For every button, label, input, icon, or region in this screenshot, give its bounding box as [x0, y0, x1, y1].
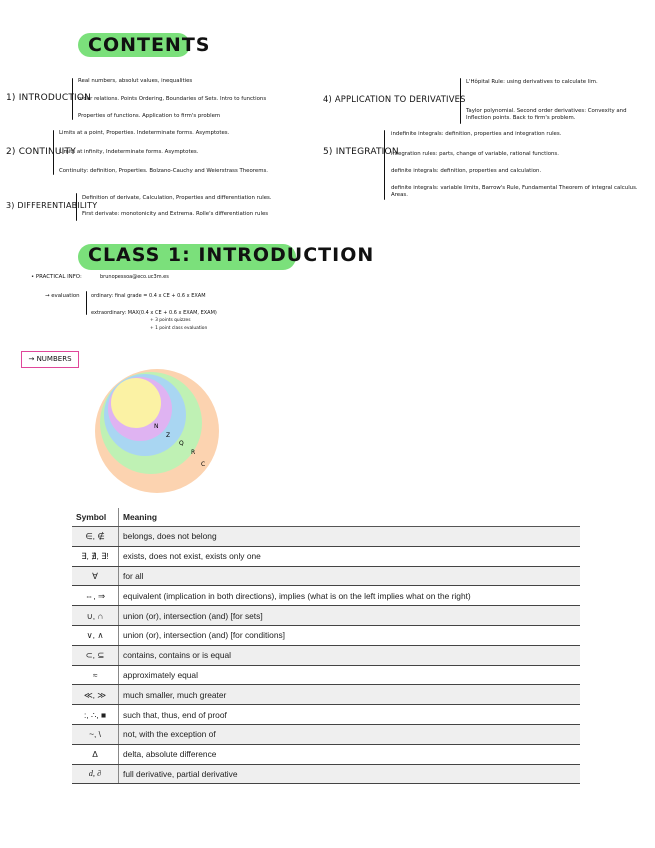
table-row [72, 566, 580, 586]
numbers-label: → NUMBERS [21, 351, 79, 368]
symbol-cell: d, ∂ [72, 764, 119, 784]
section-4-label: 4) APPLICATION TO DERIVATIVES [323, 94, 466, 104]
section-3-label: 3) DIFFERENTIABILITY [6, 201, 98, 210]
symbol-cell: Δ [72, 744, 119, 764]
meaning-cell: union (or), intersection (and) [for sets] [119, 606, 581, 626]
practical-email: brunopessoa@eco.uc3m.es [100, 274, 169, 280]
section-4-item: L'Hôpital Rule: using derivatives to calculate lim. [466, 79, 598, 85]
meaning-cell: such that, thus, end of proof [119, 705, 581, 725]
meaning-cell: belongs, does not belong [119, 527, 581, 547]
table-row [72, 586, 580, 606]
section-2-item: Limits at a point, Properties. Indeterminate forms. Asymptotes. [59, 130, 230, 136]
section-2-brace [53, 130, 54, 175]
section-4-brace [460, 78, 461, 124]
table-row [72, 546, 580, 566]
section-3-item: First derivate: monotonicity and Extrema. Rolle's differentiation rules [82, 211, 269, 217]
symbol-cell: ∪, ∩ [72, 606, 119, 626]
set-label: C [201, 461, 206, 468]
table-row [72, 764, 580, 784]
practical-label: • PRACTICAL INFO: [31, 274, 82, 280]
extraordinary-grade: extraordinary: MAX(0.4 x CE + 0.6 x EXAM, EXAM) [91, 310, 217, 316]
meaning-cell: approximately equal [119, 665, 581, 685]
ce-note: + 1 point class evaluation [150, 326, 208, 331]
table-row [72, 606, 580, 626]
section-5-label: 5) INTEGRATION [323, 147, 399, 157]
evaluation-label: → evaluation [45, 293, 80, 299]
symbol-cell: ∀ [72, 566, 119, 586]
section-1-label: 1) INTRODUCTION [6, 93, 92, 103]
table-header-row [72, 508, 580, 527]
symbol-cell: ~, \ [72, 724, 119, 744]
section-5-item: integration rules: parts, change of variable, rational functions. [391, 151, 559, 157]
set-label: N [154, 423, 159, 430]
table-row [72, 744, 580, 764]
contents-title: CONTENTS [88, 34, 211, 56]
meaning-cell: delta, absolute difference [119, 744, 581, 764]
set-label: Z [166, 432, 171, 439]
table-row [72, 685, 580, 705]
table-row [72, 705, 580, 725]
section-3-brace [76, 193, 77, 221]
meaning-cell: full derivative, partial derivative [119, 764, 581, 784]
table-row [72, 527, 580, 547]
symbol-cell: ≈ [72, 665, 119, 685]
symbol-cell: ≪, ≫ [72, 685, 119, 705]
number-sets-diagram [95, 367, 255, 502]
class1-title: CLASS 1: INTRODUCTION [88, 244, 375, 266]
meaning-cell: equivalent (implication in both directions), implies (what is on the left implies what on the right) [119, 586, 581, 606]
table-row [72, 665, 580, 685]
ce-note: + 3 points quizzes [150, 318, 191, 323]
section-5-item: definite integrals: definition, properties and calculation. [391, 168, 542, 174]
meaning-cell: contains, contains or is equal [119, 645, 581, 665]
section-5-item: indefinite integrals: definition, properties and integration rules. [391, 131, 562, 137]
evaluation-brace [86, 291, 87, 315]
header-symbol: Symbol [72, 508, 119, 527]
section-2-item: Limits at infinity, Indeterminate forms. Asymptotes. [59, 149, 199, 155]
set-label: Q [179, 440, 184, 447]
symbol-cell: ∈, ∉ [72, 527, 119, 547]
section-2-item: Continuity: definition, Properties. Bolzano-Cauchy and Weierstrass Theorems. [59, 168, 268, 174]
ordinary-grade: ordinary: final grade = 0.4 x CE + 0.6 x EXAM [91, 293, 206, 299]
table-row [72, 724, 580, 744]
table-row [72, 645, 580, 665]
section-1-brace [72, 78, 73, 120]
meaning-cell: exists, does not exist, exists only one [119, 546, 581, 566]
set-label: R [191, 449, 196, 456]
symbol-cell: :, ∴, ■ [72, 705, 119, 725]
section-3-item: Definition of derivate, Calculation, Properties and differentiation rules. [82, 195, 272, 201]
section-5-brace [384, 130, 385, 200]
section-1-item: order relations. Points Ordering, Boundaries of Sets. Intro to functions [78, 96, 267, 102]
section-4-item: Taylor polynomial. Second order derivatives: Convexity and Inflection points. Back to firm's problem. [466, 108, 627, 121]
symbol-cell: ⇔, ⇒ [72, 586, 119, 606]
meaning-cell: much smaller, much greater [119, 685, 581, 705]
section-5-item: definite integrals: variable limits, Barrow's Rule, Fundamental Theorem of integral calculus. Areas. [391, 185, 638, 198]
symbol-cell: ∨, ∧ [72, 625, 119, 645]
table-row [72, 625, 580, 645]
section-1-item: Properties of functions. Application to firm's problem [78, 113, 221, 119]
section-1-item: Real numbers, absolut values, inequalities [78, 78, 193, 84]
meaning-cell: union (or), intersection (and) [for conditions] [119, 625, 581, 645]
set-n-circle [111, 378, 161, 428]
symbol-cell: ⊂, ⊆ [72, 645, 119, 665]
header-meaning: Meaning [119, 508, 581, 527]
meaning-cell: for all [119, 566, 581, 586]
meaning-cell: not, with the exception of [119, 724, 581, 744]
symbol-table [72, 508, 580, 784]
symbol-cell: ∃, ∄, ∃! [72, 546, 119, 566]
section-2-label: 2) CONTINUITY [6, 147, 76, 157]
